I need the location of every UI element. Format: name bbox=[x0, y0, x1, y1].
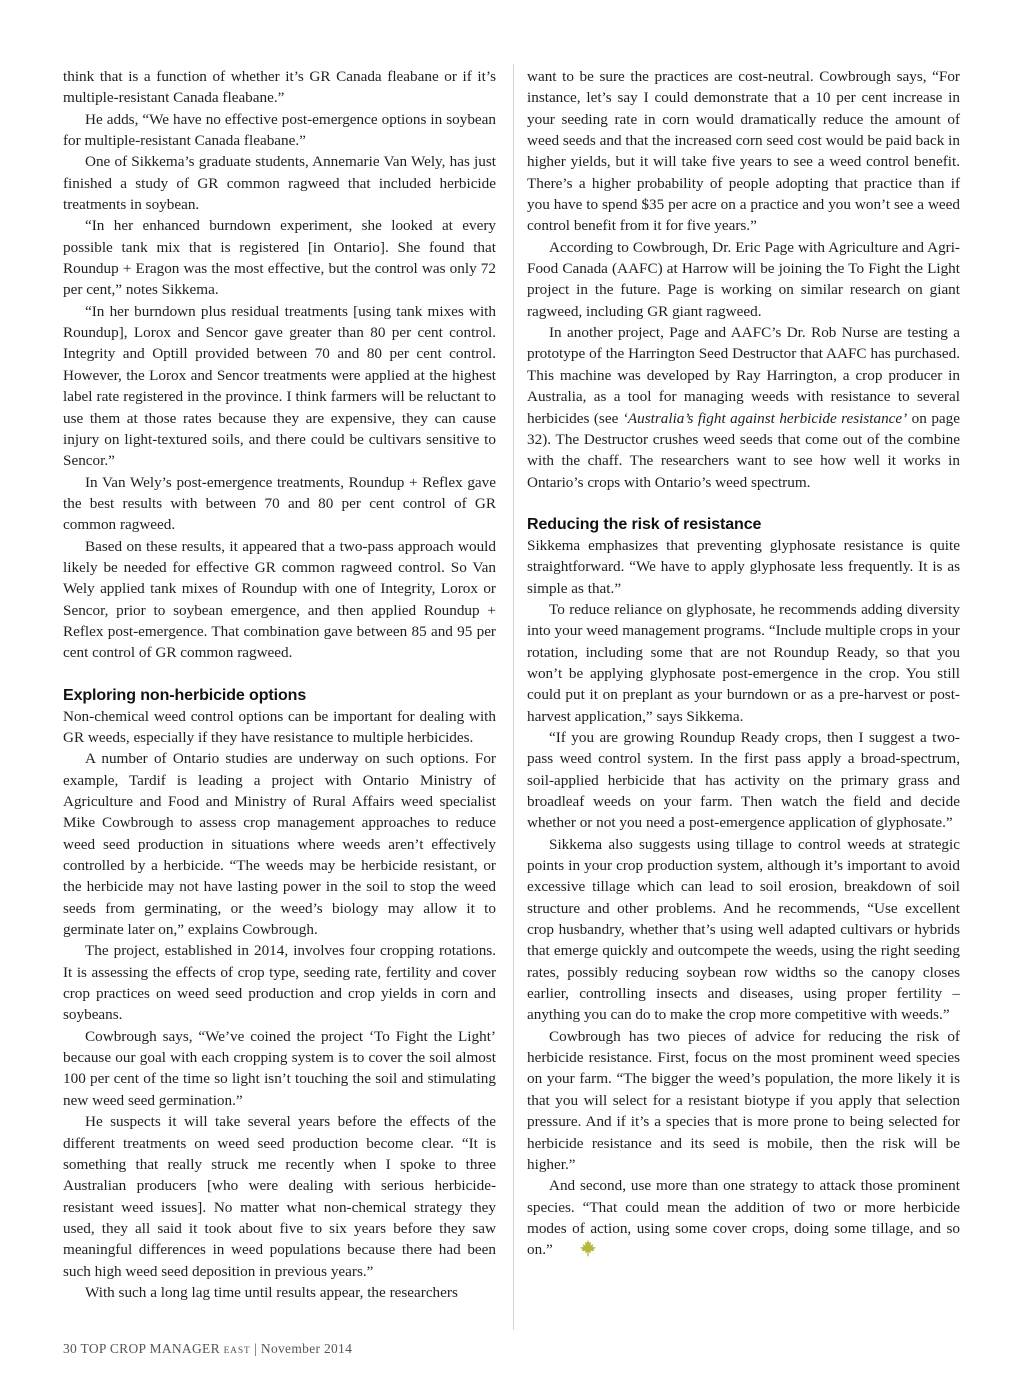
section-heading-reducing-risk: Reducing the risk of resistance bbox=[527, 515, 762, 533]
paragraph: Non-chemical weed control options can be important for dealing with GR weeds, especially if they have resistance to multiple herbicides. bbox=[63, 707, 496, 746]
footer-separator: | bbox=[254, 1341, 258, 1356]
text-run: And second, use more than one strategy to attack those prominent species. “That could mean the addition of two or more herbicide modes of action, using some cover crops, doing some tillage, and so on.” bbox=[527, 1177, 960, 1259]
section-heading-non-herbicide: Exploring non-herbicide options bbox=[63, 686, 307, 704]
paragraph: think that is a function of whether it’s GR Canada fleabane or if it’s multiple-resistant Canada fleabane.” bbox=[63, 68, 496, 107]
column-divider bbox=[513, 64, 514, 1330]
maple-leaf-icon bbox=[557, 1239, 597, 1263]
paragraph: want to be sure the practices are cost-neutral. Cowbrough says, “For instance, let’s say I could demonstrate that a 10 per cent increase in your seeding rate in corn would dramatically reduce the amount of weed seeds and that the increased corn seed cost would be paid back in higher yields, but it will take five years to see a weed control benefit. There’s a higher probability of people adopting that practice than if you have to spend $35 per acre on a practice and you won’t see a weed control benefit from it for five years.” bbox=[527, 68, 960, 235]
paragraph-final bbox=[527, 1175, 960, 1263]
page-number: 30 bbox=[63, 1341, 78, 1356]
paragraph: Based on these results, it appeared that a two-pass approach would likely be needed for effective GR common ragweed control. So Van Wely applied tank mixes of Roundup with one of Integrity, Lorox or Sencor, prior to soybean emergence, and then applied Roundup + Reflex post-emergence. That combination gave between 85 and 95 per cent control of GR common ragweed. bbox=[63, 537, 496, 662]
paragraph: The project, established in 2014, involves four cropping rotations. It is assessing the effects of crop type, seeding rate, fertility and cover crop practices on weed seed production and crop yields in corn and soybeans. bbox=[63, 942, 496, 1024]
paragraph: A number of Ontario studies are underway on such options. For example, Tardif is leading a project with Ontario Ministry of Agriculture and Food and Ministry of Rural Affairs weed specialist Mike Cowbrough to assess crop management approaches to reduce weed seed production in situations where weeds aren’t effectively controlled by a herbicide. “The weeds may be herbicide resistant, or the herbicide may not have lasting power in the soil to stop the weed seeds from germinating, or the weed’s biology may allow it to germinate later on,” explains Cowbrough. bbox=[63, 750, 496, 939]
paragraph: Cowbrough says, “We’ve coined the project ‘To Fight the Light’ because our goal with each cropping system is to cover the soil almost 100 per cent of the time so light isn’t touching the soil and stimulating new weed seed germination.” bbox=[63, 1027, 496, 1109]
paragraph: To reduce reliance on glyphosate, he recommends adding diversity into your weed management programs. “Include multiple crops in your rotation, including some that are not Roundup Ready, so that you won’t be applying glyphosate post-emergence in the crop. You still could put it on preplant as your burndown or as a pre-harvest or post-harvest application,” says Sikkema. bbox=[527, 600, 960, 725]
paragraph: In Van Wely’s post-emergence treatments, Roundup + Reflex gave the best results with between 70 and 80 per cent control of GR common ragweed. bbox=[63, 473, 496, 534]
paragraph: Sikkema emphasizes that preventing glyphosate resistance is quite straightforward. “We have to apply glyphosate less frequently. It is as simple as that.” bbox=[527, 536, 960, 597]
paragraph-destructor bbox=[527, 322, 960, 493]
text-run: In another project, Page and AAFC’s Dr. Rob Nurse are testing a prototype of the Harrington Seed Destructor that AAFC has purchased. This machine was developed by Ray Harrington, a crop producer in Australia, as a tool for managing weeds with resistance to several herbicides (see bbox=[527, 324, 960, 427]
paragraph: He adds, “We have no effective post-emergence options in soybean for multiple-resistant Canada fleabane.” bbox=[63, 110, 496, 150]
paragraph: One of Sikkema’s graduate students, Annemarie Van Wely, has just finished a study of GR common ragweed that included herbicide treatments in soybean. bbox=[63, 153, 496, 214]
paragraph: “If you are growing Roundup Ready crops, then I suggest a two-pass weed control system. In the first pass apply a broad-spectrum, soil-applied herbicide that has activity on the primary grass and broadleaf weeds on your farm. Then watch the field and decide whether or not you need a post-emergence application of glyphosate.” bbox=[527, 728, 960, 832]
paragraph: He suspects it will take several years before the effects of the different treatments on weed seed production become clear. “It is something that really struck me recently when I spoke to three Australian producers [who were dealing with serious herbicide-resistant weed issues]. No matter what non-chemical strategy they used, they all said it took about five to six years before they saw meaningful differences in weed populations because there had been such high weed seed deposition in previous years.” bbox=[63, 1113, 496, 1280]
magazine-edition: EAST bbox=[223, 1346, 251, 1356]
paragraph: “In her enhanced burndown experiment, she looked at every possible tank mix that is registered [in Ontario]. She found that Roundup + Eragon was the most effective, but the control was only 72 per cent,” notes Sikkema. bbox=[63, 217, 496, 299]
paragraph: With such a long lag time until results appear, the researchers bbox=[85, 1283, 458, 1301]
text-run: on page 32). The Destructor crushes weed seeds that come out of the combine with the chaff. The researchers want to see how well it works in Ontario’s crops with Ontario’s weed spectrum. bbox=[527, 409, 960, 491]
paragraph: According to Cowbrough, Dr. Eric Page with Agriculture and Agri-Food Canada (AAFC) at Harrow will be joining the To Fight the Light project in the future. Page is working on similar research on giant ragweed, including GR giant ragweed. bbox=[527, 238, 960, 320]
paragraph: Cowbrough has two pieces of advice for reducing the risk of herbicide resistance. First, focus on the most prominent weed species on your farm. “The bigger the weed’s population, the more likely it is that you will select for a resistant biotype if you apply that selection pressure. And if it’s a species that is more prone to being selected for herbicide resistance and its seed is mobile, then the risk will be higher.” bbox=[527, 1027, 960, 1173]
paragraph: “In her burndown plus residual treatments [using tank mixes with Roundup], Lorox and Sencor gave greater than 80 per cent control. Integrity and Optill provided between 70 and 80 per cent control. However, the Lorox and Sencor treatments were applied at the highest label rate registered in the province. I think farmers will be reluctant to use them at those rates because they are expensive, they can cause injury on light-textured soils, and there could be cultivars sensitive to Sencor.” bbox=[63, 302, 496, 470]
paragraph: Sikkema also suggests using tillage to control weeds at strategic points in your crop production system, although it’s important to avoid excessive tillage which can lead to soil erosion, breakdown of soil structure and other problems. And he recommends, “Use excellent crop husbandry, whether that’s using well adapted cultivars or hybrids that emerge quickly and outcompete the weeds, using the right seeding rates, possibly reducing soybean row widths so the canopy closes earlier, controlling insects and diseases, using proper fertility – anything you can do to make the crop more competitive with weeds.” bbox=[527, 835, 960, 1024]
right-column bbox=[527, 66, 960, 1264]
article-reference: ‘Australia’s fight against herbicide resistance’ bbox=[622, 409, 908, 427]
magazine-name: TOP CROP MANAGER bbox=[80, 1341, 220, 1356]
issue-date: November 2014 bbox=[260, 1341, 353, 1356]
left-column bbox=[63, 66, 496, 1303]
page-footer bbox=[63, 1341, 352, 1357]
